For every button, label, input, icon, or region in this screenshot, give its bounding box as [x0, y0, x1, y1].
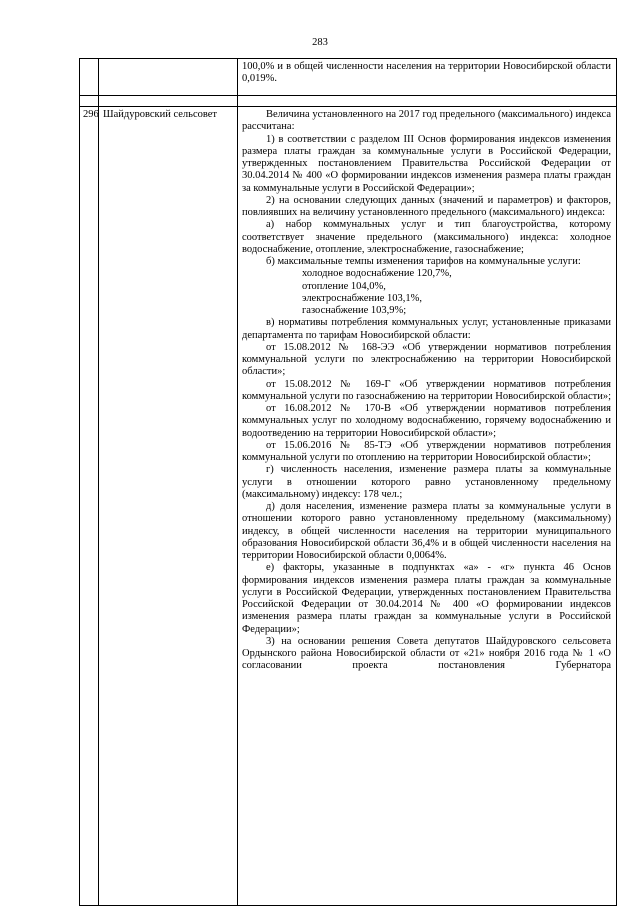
tariff-item: холодное водоснабжение 120,7%,	[302, 268, 452, 280]
entry-paragraph: а) набор коммунальных услуг и тип благоустройства, которому соответствует значение предельного (максимального) индекса: холодное водоснабжение, отопление, электроснабжение, газоснабжение;	[242, 219, 611, 255]
entry-paragraph: от 15.08.2012 № 169-Г «Об утверждении нормативов потребления коммунальной услуги по газоснабжению на территории Новосибирской области»;	[242, 378, 611, 402]
entry-name: Шайдуровский сельсовет	[99, 107, 238, 906]
cell-continuation-text	[238, 59, 617, 96]
entry-description	[238, 107, 617, 906]
cell-number-empty	[80, 59, 99, 96]
entry-paragraph: 2) на основании следующих данных (значений и параметров) и факторов, повлиявших на величину установленного предельного (максимального) индекса:	[242, 194, 611, 218]
entry-paragraph: д) доля населения, изменение размера платы за коммунальные услуги в отношении которого равно установленному предельному (максимальному) индексу, в общей численности населения на территории муниципального образования Новосибирской области 36,4% и в общей численности населения на территории Новосибирской области 0,0064%.	[242, 501, 611, 561]
continuation-paragraph: 100,0% и в общей численности населения на территории Новосибирской области 0,019%.	[242, 61, 611, 85]
table-row-continuation	[80, 59, 617, 96]
tariff-item: отопление 104,0%,	[302, 280, 386, 292]
entry-paragraph: от 16.08.2012 № 170-В «Об утверждении нормативов потребления коммунальных услуг по холодному водоснабжению, горячему водоснабжению и водоотведению на территории Новосибирской области»;	[242, 403, 611, 439]
cell-name-empty	[99, 59, 238, 96]
entry-paragraph: е) факторы, указанные в подпунктах «а» - «г» пункта 46 Основ формирования индексов изменения размера платы граждан за коммунальные услуги в Российской Федерации, утвержденных постановлением Правительства Российской Федерации от 30.04.2014 № 400 «О формировании индексов изменения размера платы граждан за коммунальные услуги в Российской Федерации»;	[242, 562, 611, 635]
entry-paragraph: 3) на основании решения Совета депутатов Шайдуровского сельсовета Ордынского района Новосибирской области от «21» ноября 2016 года № 1 «О согласовании проекта постановления Губернатора	[242, 635, 611, 672]
entry-paragraph: г) численность населения, изменение размера платы за коммунальные услуги в отношении которого равно установленному предельному (максимальному) индексу: 178 чел.;	[242, 464, 611, 500]
entry-paragraph: от 15.06.2016 № 85-ТЭ «Об утверждении нормативов потребления коммунальной услуги по отоплению на территории Новосибирской области»;	[242, 439, 611, 463]
tariff-item: электроснабжение 103,1%,	[302, 292, 422, 304]
entry-paragraph: от 15.08.2012 № 168-ЭЭ «Об утверждении нормативов потребления коммунальной услуги по электроснабжению на территории Новосибирской области»;	[242, 341, 611, 378]
table-row-spacer	[80, 96, 617, 107]
entry-paragraph: б) максимальные темпы изменения тарифов на коммунальные услуги:	[266, 256, 581, 267]
document-table	[79, 58, 617, 906]
entry-paragraph: Величина установленного на 2017 год предельного (максимального) индекса рассчитана:	[242, 109, 611, 133]
entry-number: 296	[80, 107, 99, 906]
entry-paragraph: 1) в соответствии с разделом III Основ формирования индексов изменения размера платы граждан за коммунальные услуги в Российской Федерации, утвержденных постановлением Правительства Российской Федерации от 30.04.2014 № 400 «О формировании индексов изменения размера платы граждан за коммунальные услуги в Российской Федерации»;	[242, 133, 611, 194]
table-row-entry	[80, 107, 617, 906]
entry-paragraph: в) нормативы потребления коммунальных услуг, установленные приказами департамента по тарифам Новосибирской области:	[242, 317, 611, 341]
page-number: 283	[312, 37, 328, 48]
tariff-item: газоснабжение 103,9%;	[302, 305, 407, 316]
